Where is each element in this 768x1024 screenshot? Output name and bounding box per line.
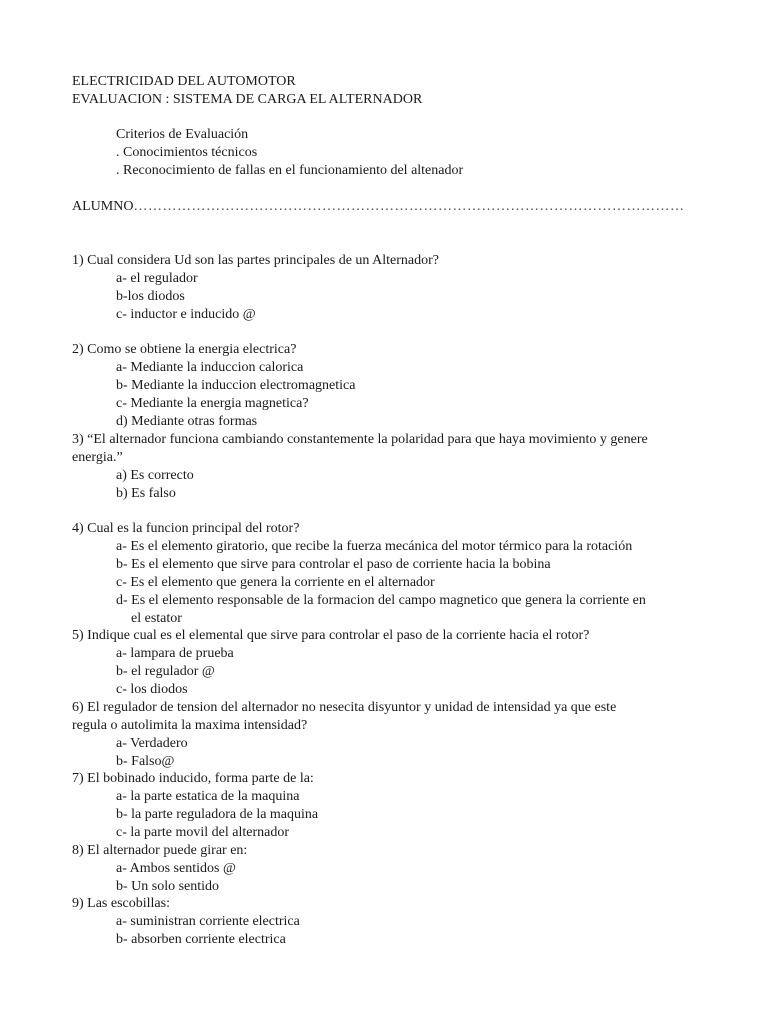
option: b- Mediante la induccion electromagnetica bbox=[116, 378, 356, 393]
question-3-continued: energia.” bbox=[72, 450, 123, 465]
option: c- Mediante la energia magnetica? bbox=[116, 396, 309, 411]
option: a- Es el elemento giratorio, que recibe la fuerza mecánica del motor térmico para la rotación bbox=[116, 539, 633, 554]
question-6-continued: regula o autolimita la maxima intensidad? bbox=[72, 718, 308, 733]
option: c- los diodos bbox=[116, 682, 188, 697]
option-continued: el estator bbox=[131, 611, 182, 626]
option: a- la parte estatica de la maquina bbox=[116, 789, 300, 804]
option: a- Mediante la induccion calorica bbox=[116, 360, 304, 375]
option: b- la parte reguladora de la maquina bbox=[116, 807, 319, 822]
document-title: ELECTRICIDAD DEL AUTOMOTOR bbox=[72, 74, 296, 89]
option: b- Un solo sentido bbox=[116, 879, 220, 894]
criteria-item: . Reconocimiento de fallas en el funcionamiento del altenador bbox=[116, 163, 464, 178]
option: b- el regulador @ bbox=[116, 664, 215, 679]
option: a- el regulador bbox=[116, 271, 198, 286]
criteria-heading: Criterios de Evaluación bbox=[116, 127, 249, 142]
option: c- la parte movil del alternador bbox=[116, 825, 289, 840]
option: c- inductor e inducido @ bbox=[116, 307, 256, 322]
option: c- Es el elemento que genera la corriente en el alternador bbox=[116, 575, 435, 590]
option: a- suministran corriente electrica bbox=[116, 914, 300, 929]
option: a- lampara de prueba bbox=[116, 646, 234, 661]
option: a- Ambos sentidos @ bbox=[116, 861, 236, 876]
document-subtitle: EVALUACION : SISTEMA DE CARGA EL ALTERNADOR bbox=[72, 92, 423, 107]
option: b- absorben corriente electrica bbox=[116, 932, 286, 947]
option: a- Verdadero bbox=[116, 736, 188, 751]
question-3: 3) “El alternador funciona cambiando constantemente la polaridad para que haya movimiento y genere bbox=[72, 432, 648, 447]
option: d- Es el elemento responsable de la formacion del campo magnetico que genera la corriente en bbox=[116, 593, 646, 608]
question-6: 6) El regulador de tension del alternador no nesecita disyuntor y unidad de intensidad ya que este bbox=[72, 700, 617, 715]
student-name-blank: …………………………………………………………………………………………………… bbox=[133, 199, 685, 214]
option: d) Mediante otras formas bbox=[116, 414, 258, 429]
question-4: 4) Cual es la funcion principal del rotor? bbox=[72, 521, 300, 536]
student-line bbox=[72, 198, 684, 216]
option: b- Falso@ bbox=[116, 754, 175, 769]
question-9: 9) Las escobillas: bbox=[72, 896, 170, 911]
question-7: 7) El bobinado inducido, forma parte de la: bbox=[72, 771, 314, 786]
student-label: ALUMNO bbox=[72, 199, 134, 214]
question-8: 8) El alternador puede girar en: bbox=[72, 843, 248, 858]
option: a) Es correcto bbox=[116, 468, 194, 483]
question-1: 1) Cual considera Ud son las partes principales de un Alternador? bbox=[72, 253, 440, 268]
criteria-item: . Conocimientos técnicos bbox=[116, 145, 258, 160]
question-5: 5) Indique cual es el elemental que sirve para controlar el paso de la corriente hacia el rotor? bbox=[72, 628, 590, 643]
option: b-los diodos bbox=[116, 289, 185, 304]
option: b- Es el elemento que sirve para controlar el paso de corriente hacia la bobina bbox=[116, 557, 551, 572]
option: b) Es falso bbox=[116, 486, 176, 501]
question-2: 2) Como se obtiene la energia electrica? bbox=[72, 342, 297, 357]
